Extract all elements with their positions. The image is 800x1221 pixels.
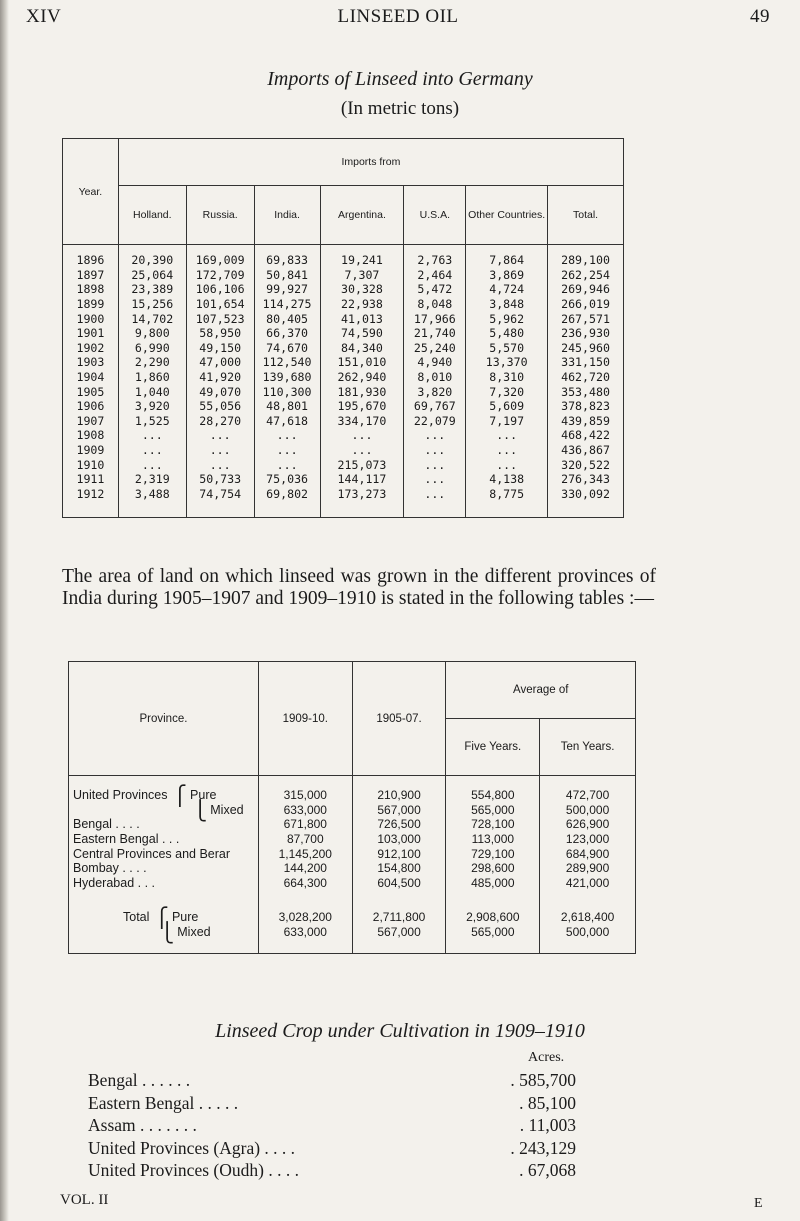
value-cell: 2,908,600 bbox=[446, 910, 540, 925]
total-label: Total bbox=[123, 910, 150, 925]
value-cell: 262,254 bbox=[548, 268, 624, 283]
value-cell: 17,966 bbox=[404, 311, 466, 326]
body-paragraph: The area of land on which linseed was grown in the different provinces of India during 1905–1907 and 1909–1910 is stated in the following tables :— bbox=[62, 566, 656, 609]
value-cell: 25,240 bbox=[404, 341, 466, 356]
year-cell: 1901 bbox=[63, 326, 119, 341]
crop-title: Linseed Crop under Cultivation in 1909–1910 bbox=[215, 1020, 585, 1042]
value-cell: 236,930 bbox=[548, 326, 624, 341]
table-row bbox=[63, 245, 624, 268]
value-cell: 8,010 bbox=[404, 370, 466, 385]
list-item bbox=[88, 1115, 588, 1137]
year-cell: 1912 bbox=[63, 487, 119, 518]
value-cell: 5,570 bbox=[466, 341, 548, 356]
value-cell: 50,841 bbox=[254, 268, 320, 283]
value-cell: 726,500 bbox=[352, 817, 446, 832]
value-cell: 22,079 bbox=[404, 414, 466, 429]
value-cell: 21,740 bbox=[404, 326, 466, 341]
column-header: Other Countries. bbox=[466, 186, 548, 245]
value-cell: 139,680 bbox=[254, 370, 320, 385]
brace-close: ⎩ bbox=[193, 800, 208, 822]
value-cell: 626,900 bbox=[540, 817, 636, 832]
table-row bbox=[63, 487, 624, 518]
imports-table bbox=[62, 138, 624, 518]
crop-acres: . 243,129 bbox=[510, 1137, 576, 1158]
province-name: Hyderabad . . . bbox=[73, 875, 155, 890]
value-cell: 69,767 bbox=[404, 399, 466, 414]
value-cell: 2,319 bbox=[118, 472, 186, 487]
brace-open: ⎧ bbox=[167, 786, 188, 808]
value-cell: 80,405 bbox=[254, 311, 320, 326]
value-cell: 439,859 bbox=[548, 414, 624, 429]
value-cell: 421,000 bbox=[540, 876, 636, 891]
year-cell: 1908 bbox=[63, 428, 119, 443]
value-cell: 3,488 bbox=[118, 487, 186, 518]
value-cell: 269,946 bbox=[548, 282, 624, 297]
value-cell: 3,820 bbox=[404, 384, 466, 399]
value-cell: ... bbox=[254, 428, 320, 443]
brace-close: ⎩ bbox=[160, 923, 175, 945]
table-row bbox=[63, 297, 624, 312]
province-cell bbox=[69, 846, 259, 861]
crop-acres: . 585,700 bbox=[510, 1070, 576, 1090]
running-title: LINSEED OIL bbox=[337, 6, 459, 27]
sub-label: Mixed bbox=[210, 802, 244, 817]
value-cell: 912,100 bbox=[352, 846, 446, 861]
crop-region: Bengal . . . . . . bbox=[88, 1070, 191, 1090]
value-cell: 5,962 bbox=[466, 311, 548, 326]
year-cell: 1910 bbox=[63, 457, 119, 472]
value-cell: 7,864 bbox=[466, 245, 548, 268]
value-cell: 22,938 bbox=[320, 297, 404, 312]
year-cell: 1897 bbox=[63, 268, 119, 283]
table-row bbox=[63, 282, 624, 297]
province-cell bbox=[69, 800, 259, 822]
value-cell: 9,800 bbox=[118, 326, 186, 341]
value-cell: 2,290 bbox=[118, 355, 186, 370]
year-cell: 1902 bbox=[63, 341, 119, 356]
value-cell: 289,900 bbox=[540, 861, 636, 876]
value-cell: 3,869 bbox=[466, 268, 548, 283]
year-cell: 1903 bbox=[63, 355, 119, 370]
value-cell: 103,000 bbox=[352, 832, 446, 847]
crop-region: United Provinces (Agra) . . . . bbox=[88, 1137, 296, 1158]
value-cell: 2,763 bbox=[404, 245, 466, 268]
five-years-header: Five Years. bbox=[446, 719, 540, 776]
value-cell: 154,800 bbox=[352, 861, 446, 876]
sub-label: Mixed bbox=[177, 925, 211, 940]
year-1909-header: 1909-10. bbox=[258, 662, 352, 776]
value-cell: 47,000 bbox=[186, 355, 254, 370]
value-cell: 565,000 bbox=[446, 925, 540, 954]
table-row bbox=[63, 384, 624, 399]
value-cell: 671,800 bbox=[258, 817, 352, 832]
value-cell: 266,019 bbox=[548, 297, 624, 312]
province-name: United Provinces bbox=[73, 788, 168, 803]
value-cell: 267,571 bbox=[548, 311, 624, 326]
province-cell bbox=[69, 832, 259, 847]
province-cell bbox=[69, 776, 259, 808]
value-cell: 8,775 bbox=[466, 487, 548, 518]
value-cell: 7,307 bbox=[320, 268, 404, 283]
value-cell: 353,480 bbox=[548, 384, 624, 399]
table-row bbox=[63, 472, 624, 487]
column-header: Holland. bbox=[118, 186, 186, 245]
value-cell: 114,275 bbox=[254, 297, 320, 312]
value-cell: ... bbox=[404, 428, 466, 443]
table-row bbox=[69, 861, 636, 876]
table-row bbox=[69, 817, 636, 832]
value-cell: ... bbox=[404, 472, 466, 487]
crop-region: Eastern Bengal . . . . . bbox=[88, 1092, 239, 1113]
table-row bbox=[69, 803, 636, 818]
value-cell: 195,670 bbox=[320, 399, 404, 414]
value-cell: 47,618 bbox=[254, 414, 320, 429]
total-row-pure bbox=[69, 910, 636, 925]
column-header: Total. bbox=[548, 186, 624, 245]
value-cell: 7,197 bbox=[466, 414, 548, 429]
value-cell: 436,867 bbox=[548, 443, 624, 458]
value-cell: 87,700 bbox=[258, 832, 352, 847]
value-cell: 276,343 bbox=[548, 472, 624, 487]
crop-acres: . 11,003 bbox=[519, 1115, 576, 1135]
acres-label: Acres. bbox=[528, 1050, 565, 1065]
value-cell: 13,370 bbox=[466, 355, 548, 370]
value-cell: 48,801 bbox=[254, 399, 320, 414]
value-cell: ... bbox=[466, 457, 548, 472]
table-row bbox=[63, 355, 624, 370]
value-cell: 74,670 bbox=[254, 341, 320, 356]
sub-label: Pure bbox=[190, 788, 217, 803]
year-cell: 1896 bbox=[63, 245, 119, 268]
value-cell: 58,950 bbox=[186, 326, 254, 341]
value-cell: 334,170 bbox=[320, 414, 404, 429]
value-cell: 468,422 bbox=[548, 428, 624, 443]
year-cell: 1904 bbox=[63, 370, 119, 385]
value-cell: 5,472 bbox=[404, 282, 466, 297]
value-cell: 567,000 bbox=[352, 803, 446, 818]
column-header: Argentina. bbox=[320, 186, 404, 245]
value-cell: 144,200 bbox=[258, 861, 352, 876]
value-cell: 3,848 bbox=[466, 297, 548, 312]
value-cell: 210,900 bbox=[352, 776, 446, 803]
value-cell: 4,138 bbox=[466, 472, 548, 487]
spacer-cell bbox=[352, 890, 446, 910]
value-cell: ... bbox=[186, 428, 254, 443]
value-cell: 485,000 bbox=[446, 876, 540, 891]
value-cell: 565,000 bbox=[446, 803, 540, 818]
table-row bbox=[69, 832, 636, 847]
spacer-cell bbox=[258, 890, 352, 910]
value-cell: 169,009 bbox=[186, 245, 254, 268]
table-row bbox=[63, 311, 624, 326]
brace-open: ⎧ bbox=[149, 908, 169, 930]
year-1905-header: 1905-07. bbox=[352, 662, 446, 776]
value-cell: 1,145,200 bbox=[258, 846, 352, 861]
year-cell: 1906 bbox=[63, 399, 119, 414]
value-cell: 8,310 bbox=[466, 370, 548, 385]
value-cell: 74,590 bbox=[320, 326, 404, 341]
crop-region: United Provinces (Oudh) . . . . bbox=[88, 1160, 299, 1180]
province-header: Province. bbox=[69, 662, 259, 776]
value-cell: ... bbox=[118, 457, 186, 472]
value-cell: ... bbox=[404, 457, 466, 472]
value-cell: 1,040 bbox=[118, 384, 186, 399]
total-label-cell bbox=[69, 925, 259, 954]
column-header: Russia. bbox=[186, 186, 254, 245]
province-cell bbox=[69, 817, 259, 832]
value-cell: 472,700 bbox=[540, 776, 636, 803]
value-cell: 3,920 bbox=[118, 399, 186, 414]
crop-acres: . 67,068 bbox=[519, 1160, 576, 1180]
value-cell: 1,525 bbox=[118, 414, 186, 429]
value-cell: 633,000 bbox=[258, 803, 352, 818]
crop-acres: . 85,100 bbox=[519, 1092, 576, 1113]
value-cell: 20,390 bbox=[118, 245, 186, 268]
value-cell: 684,900 bbox=[540, 846, 636, 861]
value-cell: 729,100 bbox=[446, 846, 540, 861]
value-cell: 604,500 bbox=[352, 876, 446, 891]
value-cell: 462,720 bbox=[548, 370, 624, 385]
value-cell: 49,150 bbox=[186, 341, 254, 356]
value-cell: 262,940 bbox=[320, 370, 404, 385]
value-cell: 245,960 bbox=[548, 341, 624, 356]
value-cell: ... bbox=[404, 487, 466, 518]
year-header: Year. bbox=[63, 139, 119, 245]
value-cell: 74,754 bbox=[186, 487, 254, 518]
value-cell: 112,540 bbox=[254, 355, 320, 370]
value-cell: ... bbox=[404, 443, 466, 458]
value-cell: 4,940 bbox=[404, 355, 466, 370]
value-cell: 50,733 bbox=[186, 472, 254, 487]
value-cell: 378,823 bbox=[548, 399, 624, 414]
table-row bbox=[63, 370, 624, 385]
value-cell: 554,800 bbox=[446, 776, 540, 803]
value-cell: 66,370 bbox=[254, 326, 320, 341]
value-cell: 1,860 bbox=[118, 370, 186, 385]
value-cell: 41,013 bbox=[320, 311, 404, 326]
value-cell: 7,320 bbox=[466, 384, 548, 399]
table-row bbox=[69, 876, 636, 891]
value-cell: 172,709 bbox=[186, 268, 254, 283]
year-cell: 1905 bbox=[63, 384, 119, 399]
value-cell: 99,927 bbox=[254, 282, 320, 297]
value-cell: ... bbox=[118, 428, 186, 443]
value-cell: 4,724 bbox=[466, 282, 548, 297]
value-cell: 113,000 bbox=[446, 832, 540, 847]
area-table bbox=[68, 661, 636, 954]
value-cell: 15,256 bbox=[118, 297, 186, 312]
value-cell: ... bbox=[186, 457, 254, 472]
table-row bbox=[63, 399, 624, 414]
table-row bbox=[63, 443, 624, 458]
page-number: 49 bbox=[750, 6, 770, 27]
year-cell: 1899 bbox=[63, 297, 119, 312]
year-cell: 1909 bbox=[63, 443, 119, 458]
value-cell: 30,328 bbox=[320, 282, 404, 297]
value-cell: 151,010 bbox=[320, 355, 404, 370]
value-cell: 25,064 bbox=[118, 268, 186, 283]
value-cell: 2,711,800 bbox=[352, 910, 446, 925]
value-cell: ... bbox=[254, 457, 320, 472]
year-cell: 1900 bbox=[63, 311, 119, 326]
value-cell: 330,092 bbox=[548, 487, 624, 518]
value-cell: ... bbox=[118, 443, 186, 458]
imports-subtitle: (In metric tons) bbox=[340, 98, 460, 119]
value-cell: ... bbox=[254, 443, 320, 458]
province-name: Central Provinces and Berar bbox=[73, 846, 231, 861]
table-row bbox=[63, 326, 624, 341]
value-cell: 500,000 bbox=[540, 925, 636, 954]
value-cell: 49,070 bbox=[186, 384, 254, 399]
list-item bbox=[88, 1160, 588, 1182]
spacer-cell bbox=[446, 890, 540, 910]
value-cell: 6,990 bbox=[118, 341, 186, 356]
year-cell: 1898 bbox=[63, 282, 119, 297]
crop-region: Assam . . . . . . . bbox=[88, 1115, 197, 1135]
value-cell: 107,523 bbox=[186, 311, 254, 326]
year-cell: 1911 bbox=[63, 472, 119, 487]
value-cell: ... bbox=[320, 443, 404, 458]
value-cell: 633,000 bbox=[258, 925, 352, 954]
value-cell: 123,000 bbox=[540, 832, 636, 847]
ten-years-header: Ten Years. bbox=[540, 719, 636, 776]
table-row bbox=[63, 457, 624, 472]
value-cell: 69,802 bbox=[254, 487, 320, 518]
sub-label: Pure bbox=[171, 910, 199, 925]
value-cell: 2,618,400 bbox=[540, 910, 636, 925]
value-cell: 23,389 bbox=[118, 282, 186, 297]
value-cell: ... bbox=[186, 443, 254, 458]
province-name: Bombay . . . . bbox=[73, 861, 147, 876]
average-header: Average of bbox=[446, 662, 636, 719]
value-cell: 298,600 bbox=[446, 861, 540, 876]
value-cell: 500,000 bbox=[540, 803, 636, 818]
list-item bbox=[88, 1138, 588, 1160]
province-name: Bengal . . . . bbox=[73, 817, 140, 832]
value-cell: 144,117 bbox=[320, 472, 404, 487]
chapter-number: XIV bbox=[26, 6, 62, 27]
year-cell: 1907 bbox=[63, 414, 119, 429]
value-cell: 101,654 bbox=[186, 297, 254, 312]
value-cell: 3,028,200 bbox=[258, 910, 352, 925]
volume-label: VOL. II bbox=[60, 1192, 109, 1208]
table-row bbox=[69, 776, 636, 803]
value-cell: 5,480 bbox=[466, 326, 548, 341]
list-item bbox=[88, 1070, 588, 1092]
imports-title: Imports of Linseed into Germany bbox=[267, 68, 533, 90]
value-cell: 41,920 bbox=[186, 370, 254, 385]
value-cell: 14,702 bbox=[118, 311, 186, 326]
value-cell: 315,000 bbox=[258, 776, 352, 803]
value-cell: 320,522 bbox=[548, 457, 624, 472]
value-cell: ... bbox=[466, 428, 548, 443]
table-row bbox=[63, 268, 624, 283]
value-cell: 728,100 bbox=[446, 817, 540, 832]
value-cell: 5,609 bbox=[466, 399, 548, 414]
value-cell: 173,273 bbox=[320, 487, 404, 518]
table-row bbox=[63, 414, 624, 429]
value-cell: 8,048 bbox=[404, 297, 466, 312]
province-cell bbox=[69, 861, 259, 876]
table-row bbox=[69, 846, 636, 861]
value-cell: 110,300 bbox=[254, 384, 320, 399]
province-name: Eastern Bengal . . . bbox=[73, 832, 180, 847]
imports-from-header: Imports from bbox=[118, 139, 623, 186]
value-cell: 75,036 bbox=[254, 472, 320, 487]
value-cell: 28,270 bbox=[186, 414, 254, 429]
value-cell: ... bbox=[466, 443, 548, 458]
value-cell: 664,300 bbox=[258, 876, 352, 891]
value-cell: 106,106 bbox=[186, 282, 254, 297]
value-cell: 55,056 bbox=[186, 399, 254, 414]
signature-mark: E bbox=[754, 1196, 763, 1211]
value-cell: 19,241 bbox=[320, 245, 404, 268]
table-row bbox=[63, 341, 624, 356]
value-cell: 215,073 bbox=[320, 457, 404, 472]
value-cell: 2,464 bbox=[404, 268, 466, 283]
column-header: U.S.A. bbox=[404, 186, 466, 245]
value-cell: 84,340 bbox=[320, 341, 404, 356]
value-cell: 289,100 bbox=[548, 245, 624, 268]
value-cell: 69,833 bbox=[254, 245, 320, 268]
value-cell: 567,000 bbox=[352, 925, 446, 954]
value-cell: 181,930 bbox=[320, 384, 404, 399]
province-cell bbox=[69, 876, 259, 891]
value-cell: ... bbox=[320, 428, 404, 443]
value-cell: 331,150 bbox=[548, 355, 624, 370]
list-item bbox=[88, 1093, 588, 1115]
table-row bbox=[63, 428, 624, 443]
spacer-cell bbox=[540, 890, 636, 910]
running-head bbox=[26, 6, 770, 32]
column-header: India. bbox=[254, 186, 320, 245]
